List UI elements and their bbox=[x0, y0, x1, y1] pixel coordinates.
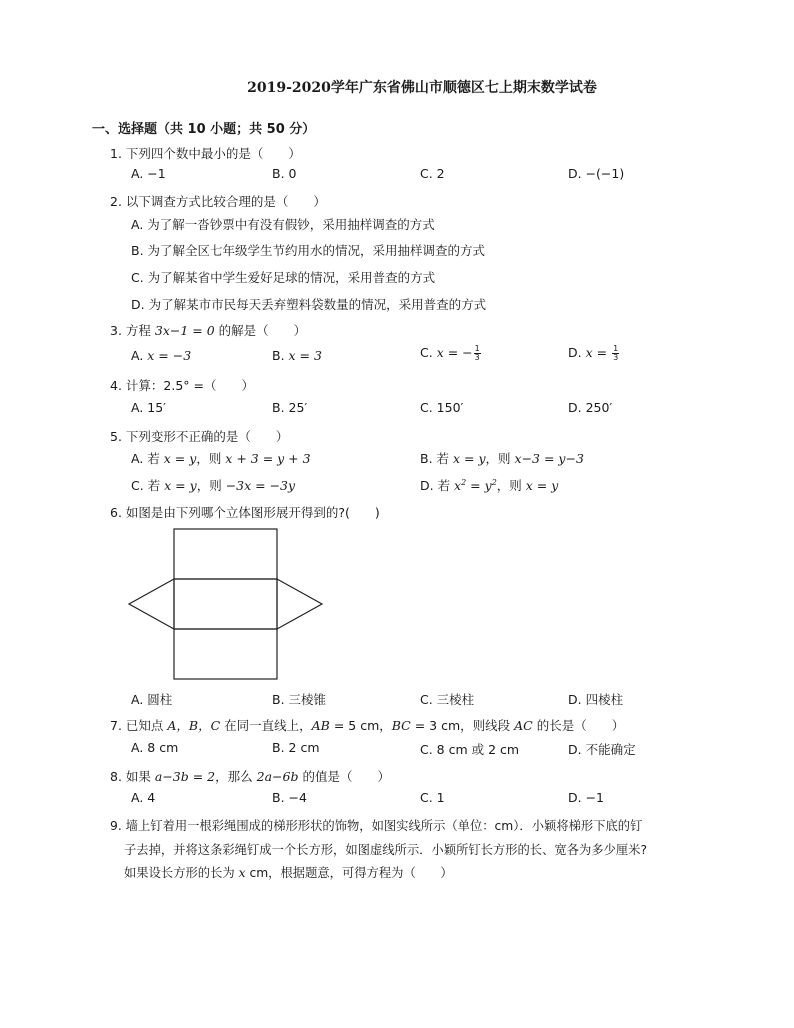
q4-option-d: D. 250′ bbox=[568, 400, 613, 415]
q3-d-numerator: 1 bbox=[613, 344, 619, 353]
q4-option-b: B. 25′ bbox=[272, 400, 308, 415]
q2-option-b: B. 为了解全区七年级学生节约用水的情况，采用抽样调查的方式 bbox=[131, 243, 486, 258]
q5-a-math1: x = y bbox=[163, 451, 197, 466]
q5-b-math2: x−3 = y−3 bbox=[514, 451, 584, 466]
page-title: 2019-2020学年广东省佛山市顺德区七上期末数学试卷 bbox=[247, 80, 597, 96]
q5-b-math1: x = y bbox=[453, 451, 486, 466]
q7-mid3: = 3 cm，则线段 bbox=[410, 718, 515, 733]
q5-d-math1: x bbox=[454, 478, 462, 493]
q5-a-label: A. 若 bbox=[131, 451, 164, 466]
q7-option-d: D. 不能确定 bbox=[568, 742, 636, 757]
q1-option-d: D. −(−1) bbox=[568, 166, 625, 181]
q5-c-label: C. 若 bbox=[131, 478, 165, 493]
q6-option-b: B. 三棱锥 bbox=[272, 692, 327, 707]
q5-c-math2: −3x = −3y bbox=[225, 478, 296, 493]
q9-line3-post: cm，根据题意，可得方程为（ ） bbox=[245, 866, 453, 880]
q9-line3-math: x bbox=[238, 866, 246, 880]
q3-option-c-math: x = − bbox=[436, 345, 473, 360]
q2-option-d: D. 为了解某市市民每天丢弃塑料袋数量的情况，采用普查的方式 bbox=[131, 297, 487, 312]
q5-d-mid: ，则 bbox=[496, 478, 526, 493]
q5-d-eq: = y bbox=[466, 478, 492, 493]
q8-option-a: A. 4 bbox=[131, 790, 156, 805]
question-7-stem bbox=[110, 716, 624, 734]
q5-d-math2: x = y bbox=[525, 478, 559, 493]
question-2-stem: 2. 以下调查方式比较合理的是（ ） bbox=[110, 194, 326, 209]
q5-a-mid: ，则 bbox=[196, 451, 226, 466]
q3-option-c-label: C. bbox=[420, 345, 437, 360]
q3-c-numerator: 1 bbox=[474, 344, 480, 353]
q3-stem-pre: 3. 方程 bbox=[110, 323, 155, 338]
q7-ac: AC bbox=[514, 718, 533, 733]
question-9-line-2: 子去掉，并将这条彩绳钉成一个长方形，如图虚线所示．小颖所钉长方形的长、宽各为多少厘米? bbox=[124, 843, 647, 857]
q3-option-b-label: B. bbox=[272, 348, 289, 363]
q1-option-b: B. 0 bbox=[272, 166, 297, 181]
question-1-stem: 1. 下列四个数中最小的是（ ） bbox=[110, 146, 301, 161]
q7-bc: BC bbox=[391, 718, 411, 733]
q5-c-math1: x = y bbox=[164, 478, 197, 493]
q3-stem-post: 的解是（ ） bbox=[214, 323, 307, 338]
net-rect-bottom bbox=[174, 629, 277, 679]
q3-c-denominator: 3 bbox=[474, 353, 480, 362]
section-heading: 一、选择题（共 10 小题；共 50 分） bbox=[92, 122, 316, 137]
q7-ab: AB bbox=[311, 718, 330, 733]
q8-option-c: C. 1 bbox=[420, 790, 445, 805]
q8-math2: 2a−6b bbox=[256, 769, 299, 784]
q5-b-mid: ，则 bbox=[485, 451, 515, 466]
q3-option-a-math: x = −3 bbox=[147, 348, 192, 363]
q7-pre: 7. 已知点 bbox=[110, 718, 168, 733]
net-rect-middle bbox=[174, 579, 277, 629]
q3-option-b-math: x = 3 bbox=[288, 348, 322, 363]
q1-option-c: C. 2 bbox=[420, 166, 445, 181]
q8-math1: a−3b = 2 bbox=[154, 769, 216, 784]
q6-option-d: D. 四棱柱 bbox=[568, 692, 624, 707]
question-9-line-1: 9. 墙上钉着用一根彩绳围成的梯形形状的饰物，如图实线所示（单位：cm）．小颖将梯形下底的钉 bbox=[110, 819, 643, 833]
net-rect-top bbox=[174, 529, 277, 579]
q5-c-mid: ，则 bbox=[196, 478, 226, 493]
q7-mid1: 在同一直线上， bbox=[220, 718, 312, 733]
q7-post: 的长是（ ） bbox=[532, 718, 625, 733]
q7-mid2: = 5 cm， bbox=[329, 718, 392, 733]
q8-post: 的值是（ ） bbox=[298, 769, 390, 784]
net-triangle-right bbox=[277, 579, 322, 629]
q8-pre: 8. 如果 bbox=[110, 769, 155, 784]
q8-option-b: B. −4 bbox=[272, 790, 307, 805]
q3-equation: 3x−1 = 0 bbox=[154, 323, 215, 338]
q7-option-a: A. 8 cm bbox=[131, 740, 179, 755]
question-8-stem bbox=[110, 767, 390, 785]
net-triangle-left bbox=[129, 579, 174, 629]
q7-option-b: B. 2 cm bbox=[272, 740, 320, 755]
q6-option-a: A. 圆柱 bbox=[131, 692, 173, 707]
question-9-line-3 bbox=[124, 863, 453, 881]
q2-option-a: A. 为了解一沓钞票中有没有假钞，采用抽样调查的方式 bbox=[131, 217, 435, 232]
q7-points: A，B，C bbox=[167, 718, 221, 733]
q7-option-c: C. 8 cm 或 2 cm bbox=[420, 742, 520, 757]
q3-option-a-label: A. bbox=[131, 348, 148, 363]
question-6-stem: 6. 如图是由下列哪个立体图形展开得到的?( ) bbox=[110, 505, 380, 520]
q9-line3-pre: 如果设长方形的长为 bbox=[124, 866, 239, 880]
q4-option-a: A. 15′ bbox=[131, 400, 167, 415]
q6-option-c: C. 三棱柱 bbox=[420, 692, 475, 707]
q5-d-label: D. 若 bbox=[420, 478, 455, 493]
q4-option-c: C. 150′ bbox=[420, 400, 464, 415]
q3-d-denominator: 3 bbox=[613, 353, 619, 362]
q8-mid: ，那么 bbox=[215, 769, 257, 784]
q8-option-d: D. −1 bbox=[568, 790, 604, 805]
question-5-stem: 5. 下列变形不正确的是（ ） bbox=[110, 429, 289, 444]
q3-option-d-label: D. bbox=[568, 345, 586, 360]
q5-d-exp1: 2 bbox=[461, 477, 467, 487]
q1-option-a: A. −1 bbox=[131, 166, 166, 181]
q2-option-c: C. 为了解某省中学生爱好足球的情况，采用普查的方式 bbox=[131, 270, 436, 285]
q3-option-d-math: x = bbox=[585, 345, 612, 360]
q5-d-exp2: 2 bbox=[491, 477, 497, 487]
question-4-stem: 4. 计算：2.5° =（ ） bbox=[110, 378, 254, 393]
q5-b-label: B. 若 bbox=[420, 451, 453, 466]
q5-a-math2: x + 3 = y + 3 bbox=[225, 451, 311, 466]
